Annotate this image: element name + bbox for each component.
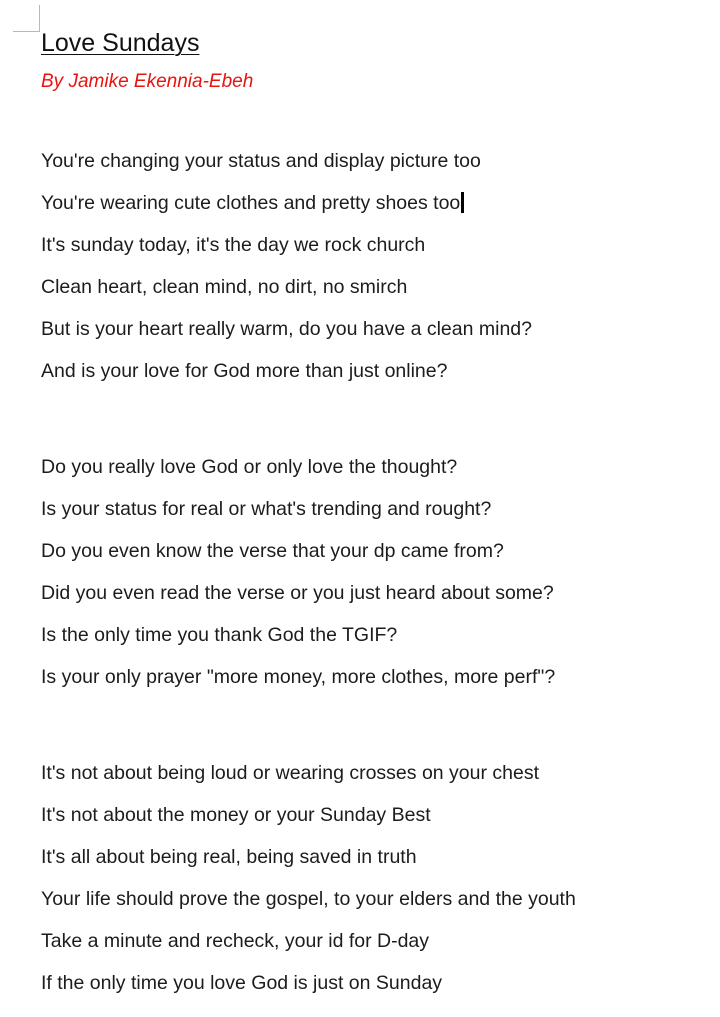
poem-line: It's sunday today, it's the day we rock church [41,234,426,256]
poem-line: Do you really love God or only love the thought? [41,456,458,478]
poem-line: It's not about being loud or wearing crosses on your chest [41,762,540,784]
stanza-break [41,698,701,752]
poem-line: And is your love for God more than just online? [41,360,448,382]
corner-mark-horizontal [13,31,40,32]
poem-line: But is your heart really warm, do you have a clean mind? [41,318,532,340]
poem-line: Is your only prayer "more money, more clothes, more perf"? [41,666,556,688]
poem-line: Did you even read the verse or you just heard about some? [41,582,554,604]
poem-line: If the only time you love God is just on Sunday [41,972,443,994]
poem-line: Your life should prove the gospel, to your elders and the youth [41,888,576,910]
text-cursor [461,192,464,213]
poem-line: Is your status for real or what's trending and rought? [41,498,492,520]
poem-line: Is the only time you thank God the TGIF? [41,624,398,646]
stanza-2 [41,446,701,698]
poem-author: By Jamike Ekennia-Ebeh [41,71,254,92]
poem-line-with-cursor [41,182,701,224]
corner-mark-vertical [39,5,40,32]
poem-line: It's all about being real, being saved in truth [41,846,417,868]
poem-line: You're changing your status and display picture too [41,150,481,172]
stanza-3 [41,752,701,1004]
stanza-break [41,392,701,446]
poem-line: Clean heart, clean mind, no dirt, no smirch [41,276,408,298]
poem-line: Take a minute and recheck, your id for D-day [41,930,430,952]
poem-line: It's not about the money or your Sunday Best [41,804,431,826]
poem-title: Love Sundays [41,29,200,57]
page-corner-mark [13,5,40,32]
stanza-1 [41,140,701,392]
poem-line-text: You're wearing cute clothes and pretty shoes too [41,192,461,214]
poem-line: Do you even know the verse that your dp came from? [41,540,504,562]
document-body[interactable] [41,28,701,1004]
